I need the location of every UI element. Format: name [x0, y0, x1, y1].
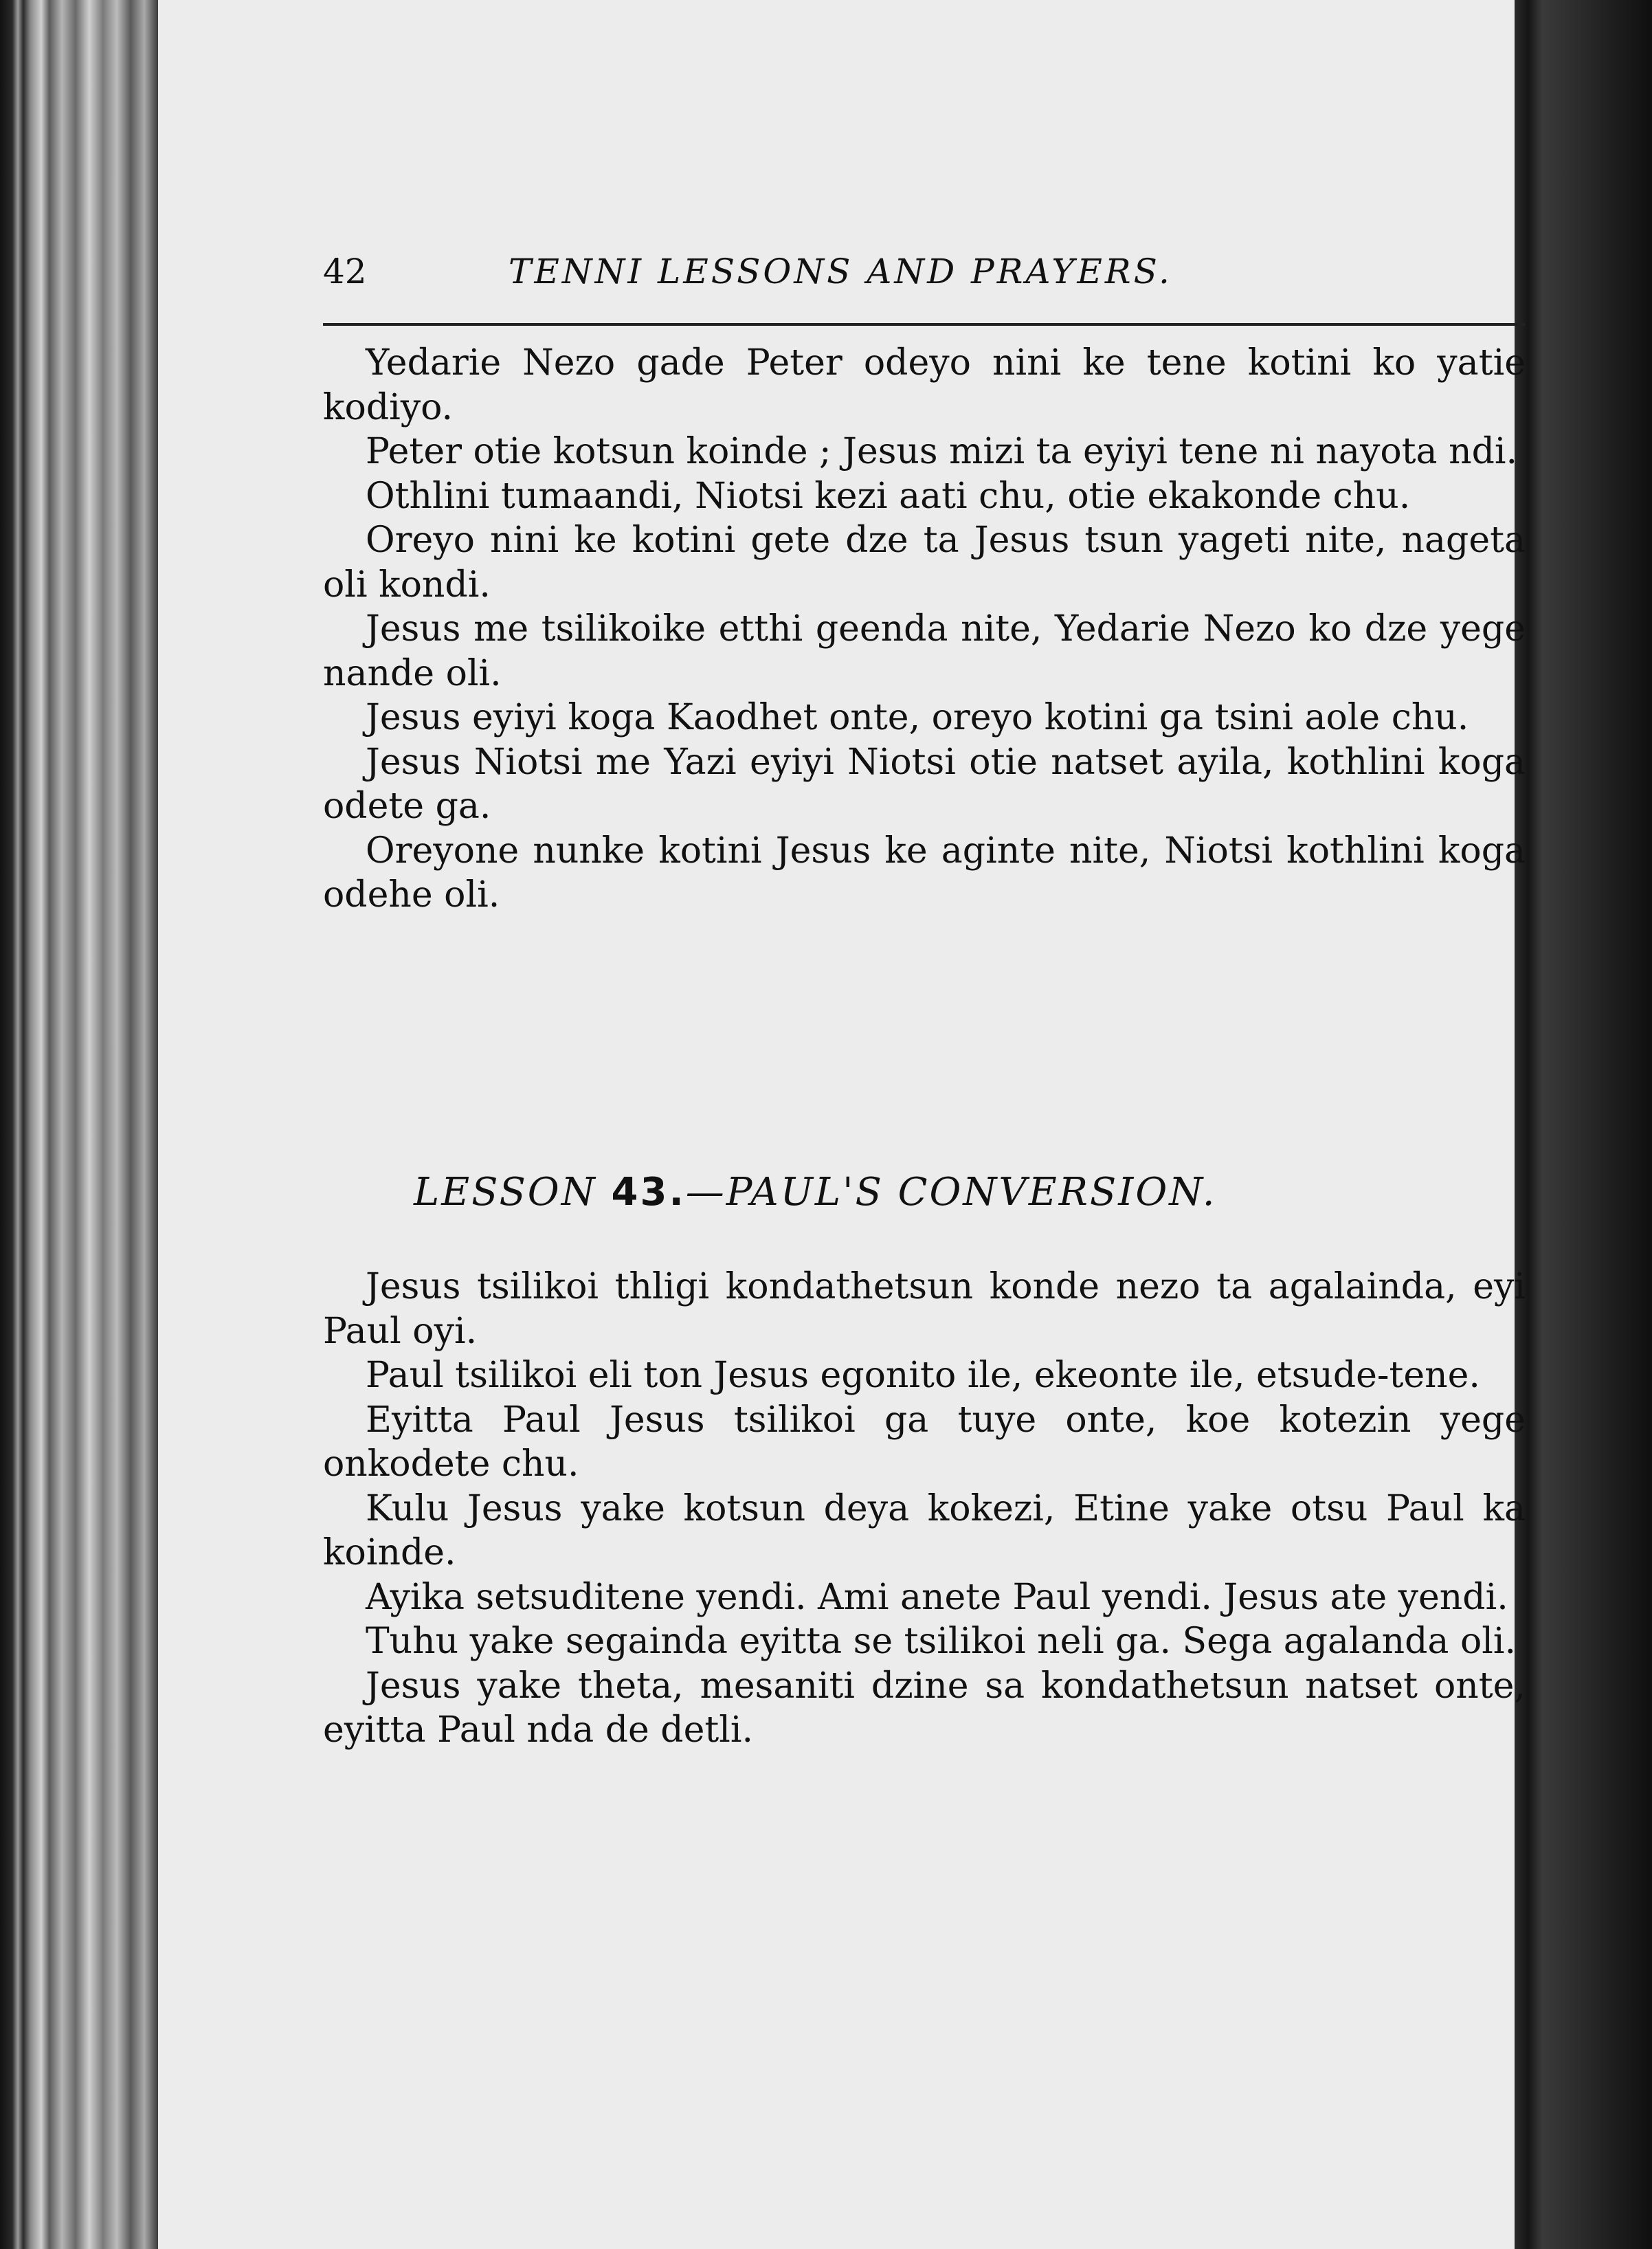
paragraph: Oreyo nini ke kotini gete dze ta Jesus tsun yageti nite, nageta oli kondi. — [323, 520, 1526, 606]
top-text-block — [323, 341, 1526, 918]
paragraph: Tuhu yake segainda eyitta se tsilikoi neli ga. Sega agalanda oli. — [366, 1621, 1517, 1662]
lesson-title: —PAUL'S CONVERSION. — [685, 1170, 1217, 1215]
paragraph: Eyitta Paul Jesus tsilikoi ga tuye onte, koe kotezin yege onkodete chu. — [323, 1399, 1526, 1485]
page-right-edge — [1515, 0, 1652, 2249]
paragraph: Jesus tsilikoi thligi kondathetsun konde nezo ta agalainda, eyi Paul oyi. — [323, 1266, 1526, 1352]
paragraph: Jesus me tsilikoike etthi geenda nite, Yedarie Nezo ko dze yege nande oli. — [323, 608, 1526, 694]
paragraph: Kulu Jesus yake kotsun deya kokezi, Etine yake otsu Paul ka koinde. — [323, 1487, 1526, 1573]
page-number: 42 — [323, 252, 367, 291]
book-title: TENNI LESSONS AND PRAYERS. — [509, 252, 1172, 291]
paragraph: Oreyone nunke kotini Jesus ke aginte nite, Niotsi kothlini koga odehe oli. — [323, 830, 1526, 916]
paragraph: Jesus Niotsi me Yazi eyiyi Niotsi otie natset ayila, kothlini koga odete ga. — [323, 741, 1526, 827]
running-head — [323, 251, 1519, 292]
paragraph: Jesus yake theta, mesaniti dzine sa kondathetsun natset onte, eyitta Paul nda de detli. — [323, 1665, 1526, 1751]
lesson-text-block — [323, 1265, 1526, 1753]
header-rule — [323, 323, 1526, 326]
paragraph: Ayika setsuditene yendi. Ami anete Paul yendi. Jesus ate yendi. — [366, 1576, 1508, 1618]
paragraph: Paul tsilikoi eli ton Jesus egonito ile, ekeonte ile, etsude-tene. — [366, 1355, 1480, 1396]
book-page — [158, 0, 1526, 2249]
paragraph: Othlini tumaandi, Niotsi kezi aati chu, otie ekakonde chu. — [366, 475, 1411, 517]
paragraph: Peter otie kotsun koinde ; Jesus mizi ta eyiyi tene ni nayota ndi. — [366, 431, 1518, 472]
book-binding-edge — [0, 0, 158, 2249]
paragraph: Yedarie Nezo gade Peter odeyo nini ke tene kotini ko yatie kodiyo. — [323, 342, 1526, 428]
lesson-heading — [414, 1168, 1513, 1217]
paragraph: Jesus eyiyi koga Kaodhet onte, oreyo kotini ga tsini aole chu. — [366, 697, 1469, 738]
lesson-number: 43. — [611, 1170, 686, 1215]
lesson-prefix: LESSON — [414, 1170, 612, 1215]
